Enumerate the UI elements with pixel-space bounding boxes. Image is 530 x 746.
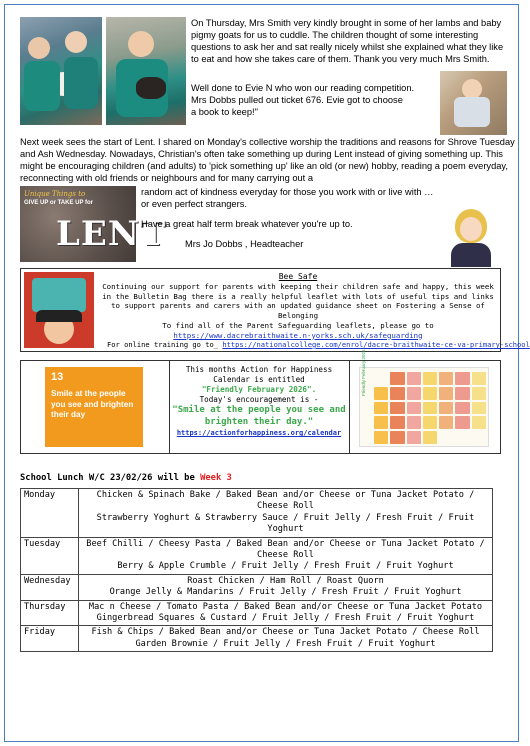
calendar-cell xyxy=(439,387,453,400)
national-college-link[interactable]: https://nationalcollege.com/enrol/dacre-braithwaite-ce-va-primary-school xyxy=(222,340,530,349)
lunch-week: Week 3 xyxy=(200,473,232,483)
happiness-divider-left xyxy=(169,361,170,453)
happiness-card-text: Smile at the people you see and brighten their day xyxy=(51,389,134,419)
safeguarding-link[interactable]: https://www.dacrebraithwaite.n-yorks.sch.uk/safeguarding xyxy=(173,330,423,340)
happiness-calendar-name: "Friendly February 2026". xyxy=(201,385,317,394)
online-training-label: For online training go to_ xyxy=(107,340,219,349)
calendar-cell xyxy=(374,416,388,429)
happiness-text xyxy=(171,365,347,438)
calendar-cell xyxy=(472,387,486,400)
calendar-cell xyxy=(439,431,453,444)
calendar-cell xyxy=(374,387,388,400)
calendar-cell xyxy=(472,416,486,429)
happiness-calendar-title: Friendly February 2026 xyxy=(361,349,366,396)
calendar-cell xyxy=(472,402,486,415)
lent-image xyxy=(20,186,167,262)
happiness-quote: "Smile at the people you see and brighten their day." xyxy=(172,405,346,427)
calendar-cell xyxy=(390,402,404,415)
lunch-row xyxy=(21,574,493,600)
happiness-card-number: 13 xyxy=(51,371,64,383)
lunch-row xyxy=(21,489,493,538)
lunch-main-courses: Beef Chilli / Cheesy Pasta / Baked Bean and/or Cheese or Tuna Jacket Potato / Cheese Roll xyxy=(86,538,485,561)
calendar-grid xyxy=(374,372,486,444)
calendar-cell xyxy=(455,372,469,385)
happiness-divider-right xyxy=(349,361,350,453)
happiness-line1: This months Action for Happiness xyxy=(185,365,333,374)
lunch-day: Thursday xyxy=(21,600,79,626)
lambs-visit-text: On Thursday, Mrs Smith very kindly brought in some of her lambs and baby pigmy goats for us to cuddle. The children thought of some interesting questions to ask her and sat really nicely whilst she explained what they like to eat and how she takes care of them. Thank you very much Mrs Smith. xyxy=(191,18,504,65)
bee-safe-body: Continuing our support for parents with keeping their children safe and happy, this week in the Bulletin Bag there is a really helpful leaflet with lots of useful tips and links to support parents and carers with an updated guidance sheet on Fostering a Sense of Belonging xyxy=(102,282,494,320)
bee-safe-find-all xyxy=(99,321,497,340)
lunch-heading-prefix: School Lunch W/C 23/02/26 will be xyxy=(20,473,195,483)
lunch-main-courses: Chicken & Spinach Bake / Baked Bean and/or Cheese or Tuna Jacket Potato / Cheese Roll xyxy=(96,490,475,512)
calendar-cell xyxy=(374,402,388,415)
calendar-cell xyxy=(407,387,421,400)
calendar-cell xyxy=(390,387,404,400)
calendar-cell xyxy=(390,431,404,444)
headteacher-signature: Mrs Jo Dobbs , Headteacher xyxy=(185,239,304,249)
lunch-table xyxy=(20,488,493,652)
calendar-cell xyxy=(423,431,437,444)
happiness-line2: Calendar is entitled xyxy=(213,375,305,384)
happiness-box xyxy=(20,349,501,454)
calendar-cell xyxy=(407,431,421,444)
calendar-cell xyxy=(439,402,453,415)
bee-safe-poster xyxy=(24,272,94,348)
lunch-day: Friday xyxy=(21,626,79,652)
lunch-desserts: Garden Brownie / Fruit Jelly / Fresh Fruit / Fruit Yoghurt xyxy=(135,638,436,649)
lunch-table-wrapper xyxy=(20,488,493,652)
lunch-row xyxy=(21,600,493,626)
happiness-card xyxy=(45,367,143,447)
calendar-cell xyxy=(390,372,404,385)
lunch-menu xyxy=(79,626,493,652)
happiness-line4: Today's encouragement is - xyxy=(199,395,319,404)
evie-reading-photo xyxy=(440,71,507,135)
headteacher-cartoon xyxy=(443,205,499,267)
calendar-cell xyxy=(455,416,469,429)
lent-image-word: LENT xyxy=(56,214,167,254)
calendar-cell xyxy=(423,416,437,429)
calendar-cell xyxy=(439,416,453,429)
calendar-cell xyxy=(472,431,486,444)
lunch-desserts: Gingerbread Squares & Custard / Fruit Jelly / Fresh Fruit / Fruit Yoghurt xyxy=(96,613,475,624)
lunch-desserts: Berry & Apple Crumble / Fruit Jelly / Fresh Fruit / Fruit Yoghurt xyxy=(117,561,454,572)
calendar-cell xyxy=(407,416,421,429)
bee-safe-online xyxy=(107,340,530,349)
children-with-goat-photo xyxy=(106,17,186,125)
calendar-cell xyxy=(423,402,437,415)
bee-safe-box xyxy=(20,268,530,352)
lunch-day: Wednesday xyxy=(21,574,79,600)
reading-competition-line1: Well done to Evie N who won our reading competition. xyxy=(191,83,415,93)
calendar-cell xyxy=(472,372,486,385)
lunch-row xyxy=(21,626,493,652)
newsletter-page xyxy=(4,4,530,742)
lunch-desserts: Strawberry Yoghurt & Strawberry Sauce / Fruit Jelly / Fresh Fruit / Fruit Yoghurt xyxy=(96,512,475,535)
children-with-lamb-photo xyxy=(20,17,102,125)
calendar-cell xyxy=(390,416,404,429)
lunch-menu xyxy=(79,537,493,574)
calendar-cell xyxy=(423,372,437,385)
half-term-text: Have a great half term break whatever you're up to. xyxy=(141,219,353,229)
lunch-day: Tuesday xyxy=(21,537,79,574)
lunch-main-courses: Fish & Chips / Baked Bean and/or Cheese or Tuna Jacket Potato / Cheese Roll xyxy=(91,627,480,638)
lunch-menu xyxy=(79,574,493,600)
bee-safe-title: Bee Safe xyxy=(278,272,318,281)
lunch-main-courses: Roast Chicken / Ham Roll / Roast Quorn xyxy=(187,575,384,586)
bee-safe-find-all-label: To find all of the Parent Safeguarding leaflets, please go to xyxy=(162,321,434,330)
calendar-cell xyxy=(407,372,421,385)
reading-competition-line2: Mrs Dobbs pulled out ticket 676. Evie got to choose a book to keep!" xyxy=(191,95,403,118)
lunch-heading xyxy=(20,473,232,483)
calendar-cell xyxy=(423,387,437,400)
lunch-desserts: Orange Jelly & Mandarins / Fruit Jelly / Fresh Fruit / Fruit Yoghurt xyxy=(109,587,462,598)
calendar-cell xyxy=(374,372,388,385)
calendar-cell xyxy=(455,402,469,415)
happiness-link[interactable]: https://actionforhappiness.org/calendar xyxy=(176,429,342,437)
happiness-calendar-image xyxy=(359,349,489,447)
lunch-menu xyxy=(79,489,493,538)
lunch-main-courses: Mac n Cheese / Tomato Pasta / Baked Bean and/or Cheese or Tuna Jacket Potato xyxy=(88,601,483,612)
lent-text-continued: random act of kindness everyday for those you work with or live with … or even perfect strangers. xyxy=(141,187,434,210)
lent-image-line2: GIVE UP or TAKE UP for xyxy=(24,200,94,206)
calendar-cell xyxy=(439,372,453,385)
calendar-cell xyxy=(407,402,421,415)
lunch-row xyxy=(21,537,493,574)
calendar-cell xyxy=(374,431,388,444)
lunch-day: Monday xyxy=(21,489,79,538)
lent-image-line1: Unique Things to xyxy=(24,190,86,198)
calendar-cell xyxy=(455,431,469,444)
lunch-menu xyxy=(79,600,493,626)
calendar-cell xyxy=(455,387,469,400)
lent-text: Next week sees the start of Lent. I shared on Monday's collective worship the traditions and reasons for Shrove Tuesday and Ash Wednesday. Nowadays, Christian's often take something up during Lent instead of giving something up. This might be encouraging children (and adults) to 'pick something up' like an old (or new) hobby, reading a poem everyday, reconnecting with old friends or neighbours and for many carrying out a xyxy=(20,137,515,184)
